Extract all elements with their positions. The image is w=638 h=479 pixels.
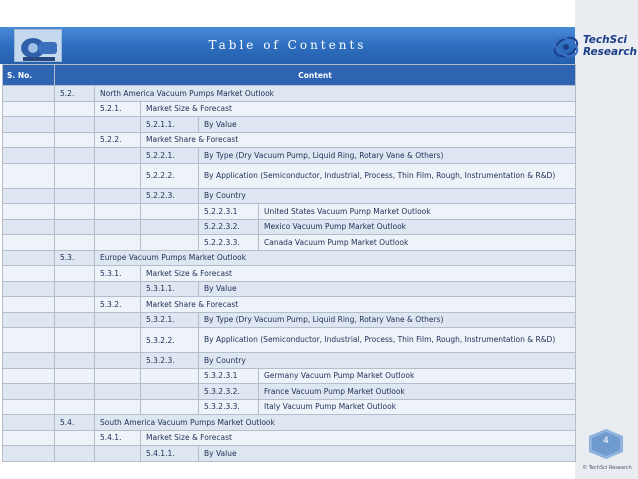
toc-number: 5.2.1. [95,101,141,117]
toc-number: 5.3.1.1. [141,281,199,297]
page-number: 4 [603,436,609,446]
toc-number: 5.2.2.2. [141,163,199,188]
toc-number: 5.3.2.3.1 [199,368,259,384]
table-row [3,430,576,446]
table-row [3,446,576,462]
toc-title: Market Size & Forecast [141,101,576,117]
toc-number: 5.4.1.1. [141,446,199,462]
toc-title: North America Vacuum Pumps Market Outlook [95,86,576,102]
toc-title: United States Vacuum Pump Market Outlook [259,204,576,220]
toc-title: South America Vacuum Pumps Market Outlook [95,415,576,431]
table-row [3,163,576,188]
toc-number: 5.2.2.3.1 [199,204,259,220]
toc-title: Mexico Vacuum Pump Market Outlook [259,219,576,235]
toc-table [2,64,576,462]
toc-title: Market Size & Forecast [141,266,576,282]
column-header-content: Content [55,65,576,86]
toc-title: By Value [199,446,576,462]
toc-number: 5.2.2.3.3. [199,235,259,251]
toc-title: By Type (Dry Vacuum Pump, Liquid Ring, Rotary Vane & Others) [199,148,576,164]
techsci-logo [551,30,638,64]
toc-title: By Country [199,188,576,204]
table-row [3,266,576,282]
toc-number: 5.3. [55,250,95,266]
toc-number: 5.3.2.3.2. [199,384,259,400]
toc-title: Canada Vacuum Pump Market Outlook [259,235,576,251]
vacuum-pump-image [14,29,62,62]
toc-number: 5.4. [55,415,95,431]
table-row [3,368,576,384]
logo-line-1: TechSci [583,34,628,46]
table-row [3,312,576,328]
table-row [3,250,576,266]
toc-number: 5.4.1. [95,430,141,446]
toc-number: 5.3.2.3.3. [199,399,259,415]
right-decorative-strip [575,0,638,479]
table-row [3,148,576,164]
column-header-sno: S. No. [3,65,55,86]
toc-title: Italy Vacuum Pump Market Outlook [259,399,576,415]
table-row [3,353,576,369]
toc-number: 5.2.1.1. [141,117,199,133]
table-row [3,86,576,102]
toc-number: 5.2.2.3. [141,188,199,204]
table-row [3,101,576,117]
table-header-row [3,65,576,86]
table-row [3,399,576,415]
table-row [3,297,576,313]
toc-title: By Value [199,281,576,297]
table-row [3,235,576,251]
table-row [3,204,576,220]
copyright-text: © TechSci Research [582,465,632,471]
toc-number: 5.2. [55,86,95,102]
toc-number: 5.3.2.1. [141,312,199,328]
toc-number: 5.3.2. [95,297,141,313]
toc-number: 5.2.2.3.2. [199,219,259,235]
table-row [3,281,576,297]
toc-number: 5.3.2.2. [141,328,199,353]
table-row [3,415,576,431]
toc-number: 5.2.2.1. [141,148,199,164]
toc-title: Germany Vacuum Pump Market Outlook [259,368,576,384]
table-row [3,384,576,400]
table-row [3,188,576,204]
table-row [3,132,576,148]
logo-line-2: Research [583,46,638,58]
table-row [3,219,576,235]
toc-number: 5.3.2.3. [141,353,199,369]
toc-title: Market Share & Forecast [141,132,576,148]
toc-number: 5.2.2. [95,132,141,148]
page-title: Table of Contents [208,38,367,52]
toc-title: France Vacuum Pump Market Outlook [259,384,576,400]
table-row [3,328,576,353]
header-bar [0,27,575,64]
toc-title: By Country [199,353,576,369]
toc-number: 5.3.1. [95,266,141,282]
toc-title: Market Size & Forecast [141,430,576,446]
toc-title: By Type (Dry Vacuum Pump, Liquid Ring, Rotary Vane & Others) [199,312,576,328]
toc-title: Market Share & Forecast [141,297,576,313]
toc-title: Europe Vacuum Pumps Market Outlook [95,250,576,266]
toc-title: By Value [199,117,576,133]
table-row [3,117,576,133]
toc-title: By Application (Semiconductor, Industrial, Process, Thin Film, Rough, Instrumentation & R&D) [199,328,576,353]
toc-title: By Application (Semiconductor, Industrial, Process, Thin Film, Rough, Instrumentation & R&D) [199,163,576,188]
